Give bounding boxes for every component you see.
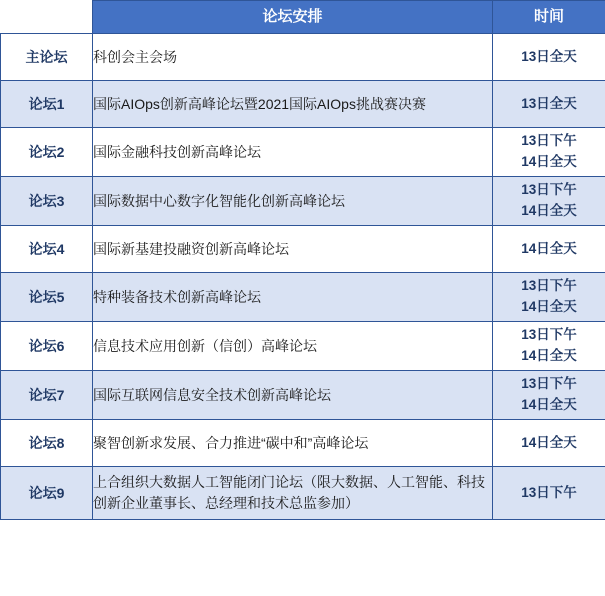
forum-title-cell: 科创会主会场	[93, 34, 493, 81]
column-header-time: 时间	[493, 1, 605, 34]
forum-label-cell: 论坛2	[1, 128, 93, 177]
forum-title-cell: 上合组织大数据人工智能闭门论坛（限大数据、人工智能、科技创新企业董事长、总经理和技术总监参加）	[93, 467, 493, 520]
column-header-agenda: 论坛安排	[93, 1, 493, 34]
table-header-row	[1, 1, 605, 34]
forum-title-cell: 国际新基建投融资创新高峰论坛	[93, 226, 493, 273]
forum-time-cell	[493, 273, 605, 322]
table-row	[1, 273, 605, 322]
table-row	[1, 34, 605, 81]
forum-label-cell: 论坛6	[1, 322, 93, 371]
forum-time-line: 13日全天	[521, 95, 577, 111]
forum-title-cell: 国际金融科技创新高峰论坛	[93, 128, 493, 177]
forum-label-cell: 论坛4	[1, 226, 93, 273]
forum-time-cell	[493, 34, 605, 81]
table-row	[1, 420, 605, 467]
table-row	[1, 371, 605, 420]
table-row	[1, 177, 605, 226]
forum-time-line: 13日下午	[521, 376, 577, 392]
forum-time-line: 13日下午	[521, 327, 577, 343]
table-row	[1, 322, 605, 371]
forum-label-cell: 论坛9	[1, 467, 93, 520]
forum-title-cell: 国际AIOps创新高峰论坛暨2021国际AIOps挑战赛决赛	[93, 81, 493, 128]
forum-time-line: 13日下午	[521, 484, 577, 500]
table-row	[1, 128, 605, 177]
forum-time-cell	[493, 177, 605, 226]
forum-time-cell	[493, 226, 605, 273]
forum-time-line: 14日全天	[521, 348, 577, 363]
table-row	[1, 467, 605, 520]
forum-time-cell	[493, 81, 605, 128]
forum-time-line: 13日全天	[521, 48, 577, 64]
forum-label-cell: 主论坛	[1, 34, 93, 81]
forum-title-cell: 国际互联网信息安全技术创新高峰论坛	[93, 371, 493, 420]
forum-time-cell	[493, 467, 605, 520]
column-header-blank	[1, 1, 93, 34]
forum-time-cell	[493, 128, 605, 177]
forum-time-line: 14日全天	[521, 397, 577, 412]
forum-time-line: 14日全天	[521, 203, 577, 218]
forum-title-cell: 信息技术应用创新（信创）高峰论坛	[93, 322, 493, 371]
forum-time-line: 14日全天	[521, 299, 577, 314]
forum-label-cell: 论坛5	[1, 273, 93, 322]
forum-label-cell: 论坛8	[1, 420, 93, 467]
forum-title-cell: 特种装备技术创新高峰论坛	[93, 273, 493, 322]
forum-time-line: 13日下午	[521, 278, 577, 294]
forum-title-cell: 国际数据中心数字化智能化创新高峰论坛	[93, 177, 493, 226]
forum-title-cell: 聚智创新求发展、合力推进“碳中和”高峰论坛	[93, 420, 493, 467]
forum-time-cell	[493, 371, 605, 420]
table-body	[1, 34, 605, 520]
forum-time-line: 14日全天	[521, 434, 577, 450]
forum-time-cell	[493, 322, 605, 371]
forum-time-line: 14日全天	[521, 240, 577, 256]
forum-time-line: 13日下午	[521, 182, 577, 198]
forum-label-cell: 论坛7	[1, 371, 93, 420]
table-row	[1, 81, 605, 128]
forum-time-line: 14日全天	[521, 154, 577, 169]
forum-label-cell: 论坛3	[1, 177, 93, 226]
forum-time-line: 13日下午	[521, 133, 577, 149]
table-row	[1, 226, 605, 273]
forum-time-cell	[493, 420, 605, 467]
forum-label-cell: 论坛1	[1, 81, 93, 128]
